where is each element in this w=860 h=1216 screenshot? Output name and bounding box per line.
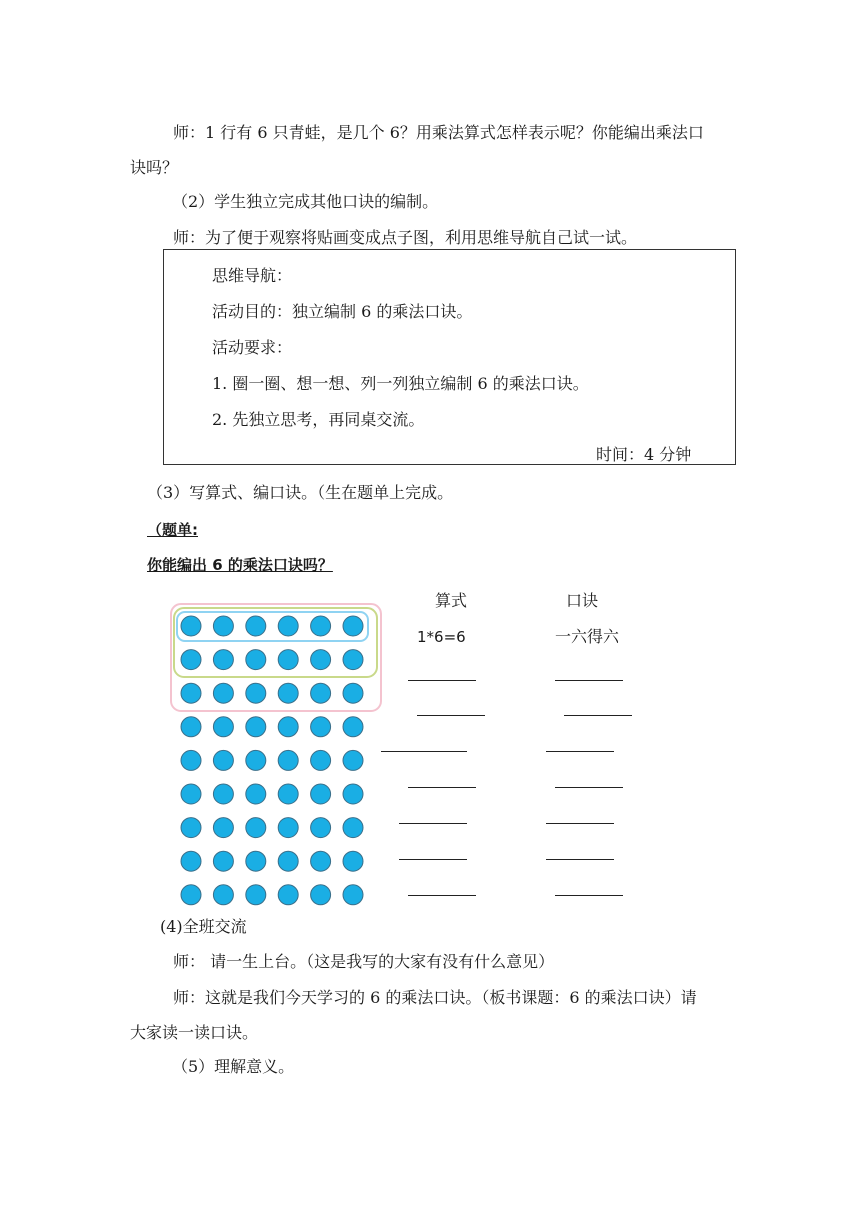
dot [311,750,331,770]
rhyme-column-header: 口诀 [566,591,599,610]
dot [246,616,266,636]
teacher-line-2: 师：为了便于观察将贴画变成点子图，利用思维导航自己试一试。 [173,228,638,247]
guide-goal: 活动目的：独立编制 6 的乘法口诀。 [212,302,473,321]
step-3-text: （3）写算式、编口诀。（生在题单上完成。 [147,483,454,502]
dot [181,616,201,636]
dot [278,616,298,636]
step-5-text: （5）理解意义。 [172,1057,295,1076]
formula-blank[interactable] [408,680,476,681]
formula-blank[interactable] [408,787,476,788]
step-4-text: (4)全班交流 [160,917,247,936]
dot [246,784,266,804]
rhyme-blank[interactable] [555,895,623,896]
teacher-line-3: 师： 请一生上台。（这是我写的大家有没有什么意见） [173,952,555,971]
dot [213,784,233,804]
dot [213,616,233,636]
dot [278,750,298,770]
step-2-text: （2）学生独立完成其他口诀的编制。 [172,192,439,211]
dot [181,784,201,804]
dot [343,616,363,636]
dot [343,885,363,905]
dot [278,650,298,670]
dot [213,851,233,871]
thinking-guide-box [163,249,736,465]
dot [343,784,363,804]
guide-requirement-2: 2. 先独立思考，再同桌交流。 [212,410,425,429]
guide-requirements-title: 活动要求： [212,338,293,357]
formula-row-1: 1*6=6 [417,628,466,646]
guide-time: 时间：4 分钟 [596,445,692,464]
dot [246,818,266,838]
dot [246,683,266,703]
dot [213,750,233,770]
dot [181,650,201,670]
dot [311,784,331,804]
outline-row-1 [177,612,368,641]
dot [278,784,298,804]
dot [343,683,363,703]
formula-column-header: 算式 [435,591,468,610]
dot [181,885,201,905]
dot [246,650,266,670]
rhyme-blank[interactable] [546,859,614,860]
rhyme-blank[interactable] [564,715,632,716]
dot [213,818,233,838]
dot [213,717,233,737]
dot [181,717,201,737]
dot [213,885,233,905]
rhyme-blank[interactable] [555,787,623,788]
dot [311,717,331,737]
dot [311,885,331,905]
dot [181,750,201,770]
dot [181,818,201,838]
dot [311,650,331,670]
dot [343,851,363,871]
dot [278,683,298,703]
guide-title: 思维导航： [212,266,293,285]
dot [311,683,331,703]
dot [246,851,266,871]
guide-requirement-1: 1. 圈一圈、想一想、列一列独立编制 6 的乘法口诀。 [212,374,589,393]
formula-blank[interactable] [399,823,467,824]
dot-grid [181,616,363,905]
dot [181,851,201,871]
formula-blank[interactable] [381,751,467,752]
formula-blank[interactable] [408,895,476,896]
dot [213,650,233,670]
dot [278,885,298,905]
formula-blank[interactable] [399,859,467,860]
dot [311,851,331,871]
teacher-line-1: 师：1 行有 6 只青蛙，是几个 6？用乘法算式怎样表示呢？你能编出乘法口 [173,123,704,142]
dot [246,885,266,905]
teacher-line-4: 师：这就是我们今天学习的 6 的乘法口诀。（板书课题：6 的乘法口诀）请 [173,988,697,1007]
dot [181,683,201,703]
dot [246,717,266,737]
dot [343,750,363,770]
dot [343,818,363,838]
dot [246,750,266,770]
rhyme-blank[interactable] [546,751,614,752]
teacher-line-4-cont: 大家读一读口诀。 [130,1023,259,1042]
formula-blank[interactable] [417,715,485,716]
dot [213,683,233,703]
rhyme-row-1: 一六得六 [555,627,620,646]
dot [311,818,331,838]
worksheet-label: （题单: [147,521,198,539]
dot [343,650,363,670]
dot-array-diagram [170,603,386,911]
dot [311,616,331,636]
dot [343,717,363,737]
dot [278,717,298,737]
worksheet-question: 你能编出 6 的乘法口诀吗？ [147,556,333,574]
dot [278,851,298,871]
teacher-line-1-cont: 诀吗？ [130,158,179,177]
dot [278,818,298,838]
rhyme-blank[interactable] [546,823,614,824]
rhyme-blank[interactable] [555,680,623,681]
